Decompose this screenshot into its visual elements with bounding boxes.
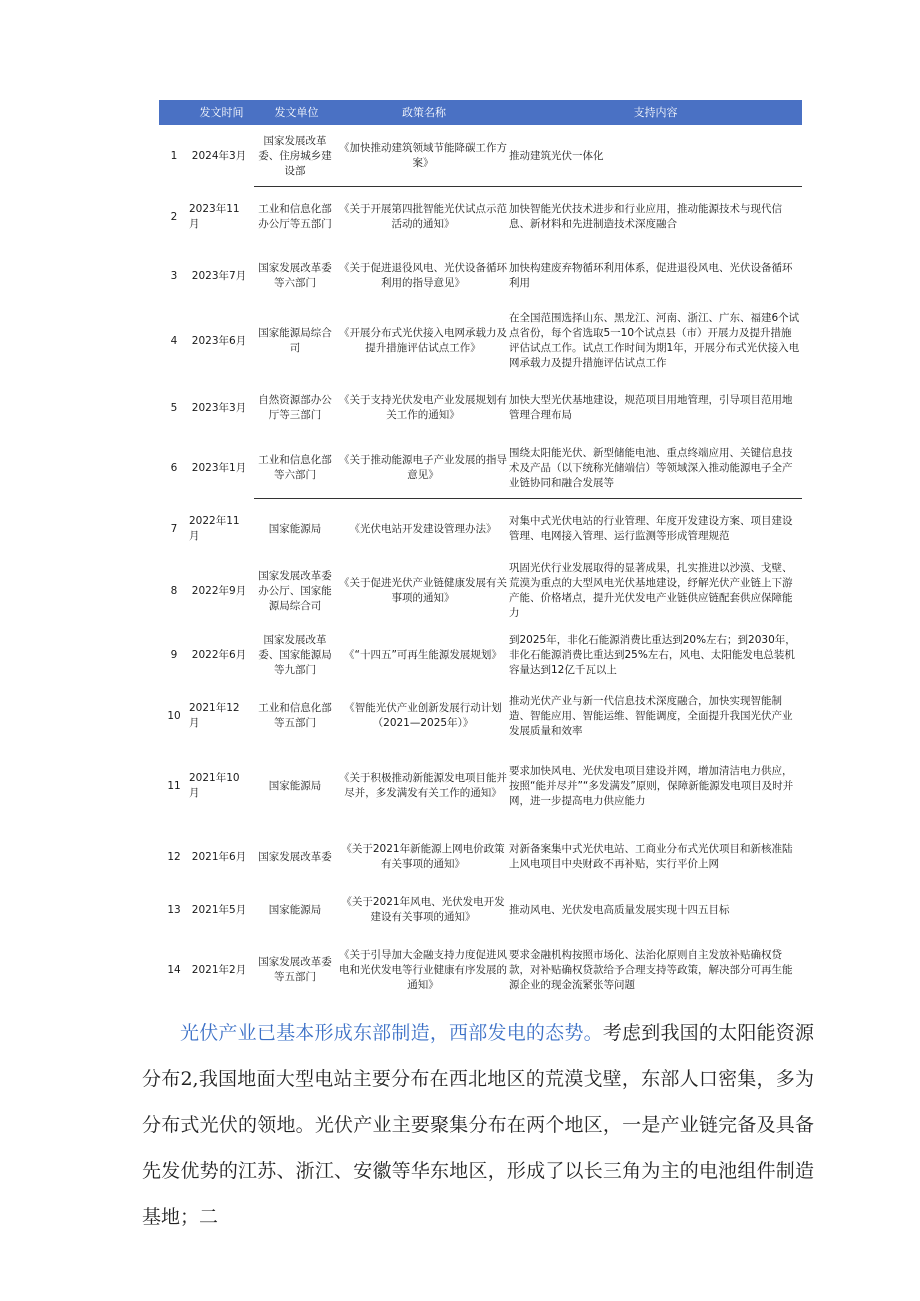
row-index-text: 10	[167, 709, 181, 722]
row-unit	[254, 827, 336, 887]
row-support-text: 要求金融机构按照市场化、法治化原则自主发放补贴确权贷款，对补贴确权贷款给予合理支持等政策，解决部分可再生能源企业的现金流紧张等问题	[509, 948, 793, 991]
table-row	[159, 756, 802, 816]
table-row	[159, 625, 802, 685]
row-support-text: 巩固光伏行业发展取得的显著成果，扎实推进以沙漠、戈壁、荒漠为重点的大型风电光伏基地建设，纾解光伏产业链上下游产能、价格堵点，提升光伏发电产业链供应链配套供应保障能力	[509, 562, 793, 619]
row-unit-text: 国家能源局综合司	[258, 327, 332, 354]
row-date-text: 2021年6月	[191, 850, 247, 863]
row-policy-name	[339, 378, 507, 438]
policy-table	[159, 100, 802, 991]
row-support	[509, 311, 802, 371]
row-unit-text: 国家能源局	[268, 903, 322, 916]
row-unit	[254, 880, 336, 940]
row-unit	[254, 625, 336, 685]
row-policy-name	[339, 880, 507, 940]
row-date-text: 2023年3月	[191, 401, 247, 414]
row-policy-name	[339, 126, 507, 186]
row-support-text: 推动光伏产业与新一代信息技术深度融合，加快实现智能制造、智能应用、智能运维、智能调度，全面提升我国光伏产业发展质量和效率	[509, 694, 793, 737]
row-date-text: 2022年9月	[191, 584, 247, 597]
row-date	[189, 378, 249, 438]
body-paragraph	[142, 1010, 814, 1240]
row-policy-name-text: 《关于2021年风电、光伏发电开发建设有关事项的通知》	[341, 896, 505, 923]
row-date-text: 2022年6月	[191, 648, 247, 661]
row-date-text: 2021年5月	[191, 903, 247, 916]
row-index	[159, 625, 189, 685]
row-index-text: 8	[170, 584, 178, 597]
table-row	[159, 827, 802, 887]
row-index-text: 9	[170, 648, 178, 661]
row-date	[189, 311, 249, 371]
row-index-text: 4	[170, 334, 178, 347]
row-policy-name-text: 《“十四五”可再生能源发展规划》	[344, 648, 502, 661]
row-index-text: 13	[167, 903, 181, 916]
row-date-text: 2021年10月	[189, 772, 240, 799]
row-policy-name	[339, 625, 507, 685]
row-policy-name-text: 《光伏电站开发建设管理办法》	[349, 522, 497, 535]
row-index	[159, 378, 189, 438]
row-index	[159, 438, 189, 498]
row-unit	[254, 378, 336, 438]
table-divider	[254, 498, 802, 499]
row-date-text: 2024年3月	[191, 149, 247, 162]
row-support-text: 推动建筑光伏一体化	[509, 149, 604, 162]
table-row	[159, 126, 802, 186]
row-index	[159, 827, 189, 887]
header-index	[159, 100, 189, 125]
row-index	[159, 499, 189, 559]
row-date	[189, 187, 249, 247]
row-unit-text: 工业和信息化部办公厅等五部门	[258, 203, 332, 230]
row-index	[159, 756, 189, 816]
row-date-text: 2021年2月	[191, 963, 247, 976]
row-support	[509, 827, 802, 887]
row-index-text: 11	[167, 779, 181, 792]
row-date-text: 2023年6月	[191, 334, 247, 347]
row-policy-name-text: 《关于促进退役风电、光伏设备循环利用的指导意见》	[339, 262, 507, 289]
row-unit	[254, 499, 336, 559]
row-index-text: 6	[170, 461, 178, 474]
row-unit-text: 国家能源局	[268, 779, 322, 792]
row-index-text: 5	[170, 401, 178, 414]
row-policy-name	[339, 561, 507, 621]
header-support: 支持内容	[633, 106, 678, 119]
table-row	[159, 686, 802, 746]
row-date	[189, 880, 249, 940]
row-date-text: 2023年7月	[191, 269, 247, 282]
row-support-text: 对新备案集中式光伏电站、工商业分布式光伏项目和新核准陆上风电项目中央财政不再补贴，实行平价上网	[509, 843, 793, 870]
row-policy-name-text: 《关于推动能源电子产业发展的指导意见》	[339, 454, 507, 481]
row-support-text: 到2025年，非化石能源消费比重达到20%左右；到2030年，非化石能源消费比重达到25%左右，风电、太阳能发电总装机容量达到12亿千瓦以上	[509, 633, 796, 676]
row-policy-name-text: 《关于2021年新能源上网电价政策有关事项的通知》	[341, 843, 505, 870]
row-policy-name-text: 《关于积极推动新能源发电项目能并尽并，多发满发有关工作的通知》	[339, 772, 507, 799]
row-index	[159, 246, 189, 306]
row-unit	[254, 187, 336, 247]
row-index-text: 14	[167, 963, 181, 976]
row-index-text: 7	[170, 522, 178, 535]
table-row	[159, 187, 802, 247]
row-policy-name	[339, 246, 507, 306]
row-index	[159, 187, 189, 247]
row-policy-name	[339, 756, 507, 816]
row-support	[509, 686, 802, 746]
row-date	[189, 625, 249, 685]
row-unit	[254, 940, 336, 1000]
row-date-text: 2021年12月	[189, 702, 240, 729]
row-policy-name-text: 《关于开展第四批智能光伏试点示范活动的通知》	[339, 203, 507, 230]
table-row	[159, 311, 802, 371]
row-unit-text: 国家发展改革委办公厅、国家能源局综合司	[258, 569, 332, 612]
row-unit	[254, 686, 336, 746]
row-unit	[254, 246, 336, 306]
row-support	[509, 561, 802, 621]
row-date-text: 2022年11月	[189, 515, 240, 542]
table-row	[159, 378, 802, 438]
row-unit	[254, 756, 336, 816]
row-unit	[254, 126, 336, 186]
row-support-text: 推动风电、光伏发电高质量发展实现十四五目标	[509, 903, 730, 916]
header-unit: 发文单位	[274, 106, 319, 119]
row-unit-text: 国家能源局	[268, 522, 322, 535]
row-policy-name	[339, 940, 507, 1000]
table-row	[159, 880, 802, 940]
row-date	[189, 686, 249, 746]
row-unit	[254, 438, 336, 498]
table-row	[159, 940, 802, 1000]
row-support-text: 加快智能光伏技术进步和行业应用，推动能源技术与现代信息、新材料和先进制造技术深度融合	[509, 203, 782, 230]
header-policy-name: 政策名称	[402, 106, 446, 119]
row-unit-text: 自然资源部办公厅等三部门	[258, 394, 332, 421]
row-support-text: 对集中式光伏电站的行业管理、年度开发建设方案、项目建设管理、电网接入管理、运行监测等形成管理规范	[509, 515, 793, 542]
row-support	[509, 187, 802, 247]
row-index	[159, 880, 189, 940]
row-policy-name	[339, 499, 507, 559]
row-date	[189, 940, 249, 1000]
row-policy-name	[339, 311, 507, 371]
row-date	[189, 827, 249, 887]
row-support	[509, 438, 802, 498]
row-date-text: 2023年11月	[189, 203, 240, 230]
row-policy-name-text: 《关于支持光伏发电产业发展规划有关工作的通知》	[339, 394, 507, 421]
row-support	[509, 499, 802, 559]
row-policy-name-text: 《关于促进光伏产业链健康发展有关事项的通知》	[339, 577, 507, 604]
table-divider	[254, 186, 802, 187]
row-support-text: 在全国范围选择山东、黑龙江、河南、浙江、广东、福建6个试点省份，每个省选取5一10个试点县（市）开展力及提升措施评估试点工作。试点工作时间为期1年，开展分布式光伏接入电网承载力及提升措施评估试点工作	[509, 312, 800, 369]
row-support	[509, 126, 802, 186]
row-unit-text: 国家发展改革委、住房城乡建设部	[258, 134, 332, 177]
row-support-text: 加快构建废弃物循环利用体系，促进退役风电、光伏设备循环利用	[509, 262, 793, 289]
row-index	[159, 940, 189, 1000]
row-policy-name-text: 《开展分布式光伏接入电网承载力及提升措施评估试点工作》	[339, 327, 507, 354]
table-row	[159, 561, 802, 621]
row-index	[159, 126, 189, 186]
row-date	[189, 561, 249, 621]
row-unit-text: 工业和信息化部等六部门	[258, 454, 332, 481]
row-index	[159, 686, 189, 746]
row-index-text: 1	[170, 149, 178, 162]
highlight-sentence: 光伏产业已基本形成东部制造，西部发电的态势。	[180, 1022, 603, 1044]
row-policy-name	[339, 187, 507, 247]
row-support-text: 要求加快风电、光伏发电项目建设并网，增加清洁电力供应，按照“能并尽并”“多发满发”原则，保障新能源发电项目及时并网，进一步提高电力供应能力	[509, 764, 794, 807]
row-unit-text: 国家发展改革委等六部门	[258, 262, 332, 289]
row-support	[509, 880, 802, 940]
row-support	[509, 756, 802, 816]
row-date	[189, 499, 249, 559]
table-row	[159, 246, 802, 306]
row-support	[509, 378, 802, 438]
header-date: 发文时间	[199, 106, 244, 119]
row-date-text: 2023年1月	[191, 461, 247, 474]
row-date	[189, 756, 249, 816]
row-policy-name	[339, 438, 507, 498]
row-date	[189, 438, 249, 498]
row-unit	[254, 561, 336, 621]
table-header	[159, 100, 802, 125]
row-support-text: 加快大型光伏基地建设，规范项目用地管理，引导项目范用地管理合理布局	[509, 394, 793, 421]
row-unit-text: 国家发展改革委、国家能源局等九部门	[258, 633, 332, 676]
row-policy-name-text: 《关于引导加大金融支持力度促进风电和光伏发电等行业健康有序发展的通知》	[339, 948, 507, 991]
row-support	[509, 625, 802, 685]
table-row	[159, 499, 802, 559]
row-index	[159, 561, 189, 621]
row-index-text: 2	[170, 210, 178, 223]
row-index-text: 12	[167, 850, 181, 863]
row-policy-name	[339, 686, 507, 746]
row-policy-name-text: 《加快推动建筑领域节能降碳工作方案》	[339, 142, 507, 169]
row-support-text: 围绕太阳能光伏、新型储能电池、重点终端应用、关键信息技术及产品（以下统称光储端信）等领域深入推动能源电子全产业链协同和融合发展等	[509, 446, 793, 489]
row-policy-name-text: 《智能光伏产业创新发展行动计划（2021—2025年）》	[344, 702, 502, 729]
row-index	[159, 311, 189, 371]
paragraph-text: 考虑到我国的太阳能资源分布2,我国地面大型电站主要分布在西北地区的荒漠戈壁，东部人口密集，多为分布式光伏的领地。光伏产业主要聚集分布在两个地区，一是产业链完备及具备先发优势的江苏、浙江、安徽等华东地区，形成了以长三角为主的电池组件制造基地；二	[142, 1022, 814, 1228]
row-support	[509, 940, 802, 1000]
row-support	[509, 246, 802, 306]
table-row	[159, 438, 802, 498]
row-index-text: 3	[170, 269, 178, 282]
row-policy-name	[339, 827, 507, 887]
row-unit-text: 工业和信息化部等五部门	[258, 702, 332, 729]
row-unit	[254, 311, 336, 371]
row-unit-text: 国家发展改革委	[258, 850, 332, 863]
row-date	[189, 126, 249, 186]
row-unit-text: 国家发展改革委等五部门	[258, 956, 332, 983]
row-date	[189, 246, 249, 306]
